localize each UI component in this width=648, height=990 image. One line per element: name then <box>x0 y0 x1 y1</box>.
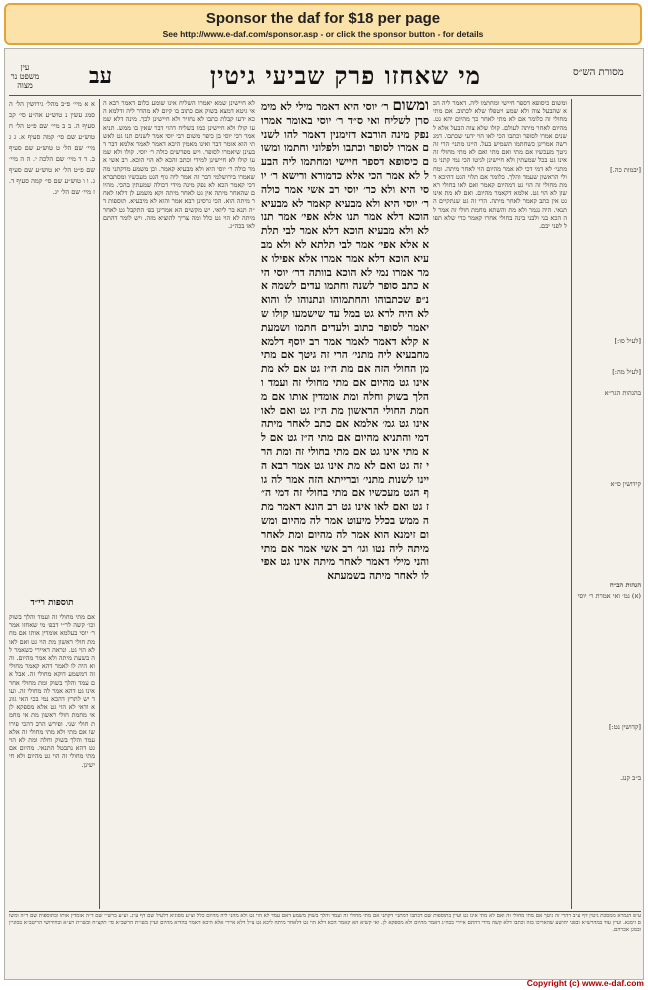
talmud-page <box>4 48 644 980</box>
chapter-title: מי שאחזו פרק שביעי גיטין <box>210 61 481 90</box>
column-divider <box>99 99 100 909</box>
footnotes-text: ע״פ הגמרא ממסכת גיטין דף ע״ב דהרי זה גיטך אם מתי מחולי זה ואם לא מתי אינו גט ועיין בתוספות שם דכתבו דמתני׳ דקתני אם מתי מחולי זה ועמד והלך בשוק משמע דאם עמד לא הוי גט ולא מהני ליה מהיום כלל וצ״ע מסוגיא דלעיל שם דף ע״ג. וע״ע ברש״י שם ד״ה אומדין אותו ובתוספות שם ד״ה ומשום זימנא. ועיין עוד במהרש״א ובפני יהושע שהאריכו בזה וכתבו דלא קשה מידי דהתם איירי בכה״ג דאמר מהיום ולא מספקא לן. ואי קשיא הא קאמר הכא דלא הוי גט דלאחר מיתה ליכא גט צ״ל דלא איירי אלא היכא דאמר בהדיא מהיום ועיין בשו״ת הרשב״א סי׳ תקצ״ח ובשו״ת רע״א ובחידושי הריטב״א בסוגיין ובמגן אברהם. <box>9 913 641 933</box>
gemara-text-tail: ליה נטו וגו׳ רב אשי אמר אם מתי והני מילי דאמר לאחר מיתה אינו גט אפילו לאחר מיתה בשמעתא <box>261 542 429 583</box>
masoret-note: ב״ב קנג. <box>620 774 641 782</box>
tosafot-column <box>103 99 255 907</box>
tosafot-text: לא חיישינן שמא יאמרו השליח אינו שומע כלום דאמר רבא האי גיטא דמצא בשוק אם כתוב בו קיום לא מהדר ליה ודלמא הכא ידעו קבלת כתבו לא נחזיר ולא חיישינן לכך. מינה דלא שמעו קולו ולא חיישינן כמו בשליח דהוי דבר שאין בו ממש. תניא אמר רבי יוסי בן כיפר משום רבי יוסי אמר לשנים תנו גט לאשתי הוא אומר דבר ואינו מאמין היכא דאמר לאמר אלמא דבר דבעינן שיאמרו לסופר. ויש מפרשים כולה ר׳ יוסי. קולו ולא שמעו קולו לא חיישינן למידי וכתב והכא לא הוי הוכא. רב אשי אמר כולה ר׳ יוסי היא ולא מבעיא קאמר. וכן משמע מדקתני מה שאמרו בירושלמי דבר זה אמר ליה גוף הגט מעכשיו ומסתברא דכי קאמר הכא לא נפק מינה מידי דכולה שמעתין בהכי. מהיום שהאחר מיתה אין גט לאחר מיתה וקא משמע לן דלאו לאחר מיתה הוא. הכי גרסינן רבא אמר והוא לא מיבעיא. תוספות ד״ה תנא בר ליואי. יש מקשים הא אמרינן בפ׳ התקבל גט לאחר מיתה לא הוי גט כלל ומה צריך להוציא מזה. ויש לומר דהתם לאו בכה״ג. <box>103 99 255 231</box>
masoret-note: קידושין ס״א <box>610 480 641 488</box>
masoret-note: [יבמות כה.] <box>610 166 641 174</box>
gemara-opening-word: ומשום <box>392 99 429 114</box>
copyright-link[interactable]: Copyright (c) www.e-daf.com <box>526 978 644 988</box>
masoret-note: [לעיל סו:] <box>614 337 641 345</box>
column-divider <box>571 99 572 909</box>
masoret-note: בהגהות הגר״א <box>604 389 641 397</box>
masoret-note: [קדושין נט:] <box>608 723 641 731</box>
ein-mishpat-label: עין משפט נר מצוה <box>10 63 40 90</box>
masoret-hashas-label: מסורת הש״ס <box>573 67 624 78</box>
tosafot-rid-heading: תוספות רי״ד <box>30 598 74 608</box>
folio-number: עב <box>89 63 113 89</box>
header-rule <box>9 95 641 96</box>
sponsor-banner[interactable] <box>4 3 642 45</box>
sponsor-subtitle[interactable]: See http://www.e-daf.com/sponsor.asp - or click the sponsor button - for details <box>162 29 484 39</box>
masoret-column <box>575 99 641 907</box>
rashi-text: ומשום כיסופא דספר חיישי ומחתמו ליה. דאמר ליה הכא שהבעל צוה ולא שמע ויטפלו שלא לכתוב. אם מתי מחולי זה כלומר אם לא מתי לאחר כך מהיום יהא גט. מהיום לאחר מיתה לעולם. קולו שלא צוה הבעל אלא לשנים אמרו לסופר וכתבו הכי לאו הוי ידעי שכתבו. דמגרשה אמרינן כשחתמו תשמיש בעל. היינו מתני׳ הרי זה גיטך מעכשיו אם מתי ואם מתי ואם לא מתי מחולי זה אינו גט בכל שמעתין ולא חיישינן לגיטו הכי נמי קתני ממתני׳ לא דמי דכי לא אמר מהיום הוי לאחר מיתה. ומחולי הראשון שעמד והלך. כלומר אם תלוי הגט דהיכא דמת מחולי זה הוי גט דמהיום קאמר ואם לאו בחולי ראשון לא הוי גט. אלמא דקאמר מהיום. ואם לא מת אינו גט אין כתב קאמר לאחר מיתה. הרי זה גט שנתקיים התנאי. היה נגמר ולא מת והשתא מחמת חולי זה אמר לה הכא בני ולבני בינה בחולי אחרו קאמר כדי שלא תפול לפני יבם. <box>433 99 567 231</box>
masoret-note: [לעיל מה:] <box>612 368 641 376</box>
tosafot-rid-text: אם מתי מחולי זה ועמד והלך בשוק וכו׳ קשה לר״י דבפ׳ מי שאחזו אמר ר׳ יוסי בעלמא אומדין אותו אם מחמת חולי ראשון מת הוי גט ואם לאו לא הוי גט. ונראה דאיירי כשאמר לה בשעת מיתה ולא אמר מהיום. והוא היה לו לאמר דהא קאמר מחולי זה דמשמע דוקא מחולי זה. אבל אם עמד והלך בשוק ומת מחולי אחר אינו גט דהא אמר לה מחולי זה. ועוד יש לתרץ דהכא נמי בכי האי גוונא ודאי לא הוי גט אלא מספקא לן אי מחמת חולי ראשון מת אי מחמת חולי שני. ופירש הרב דהכי פירושו אם מתי ולא מתי מחולי זה אלא עמד והלך בשוק וחלה ומת לא הוי גט דהא נתבטל התנאי. מהיום אם מתי מחולי זה הוי גט מהיום ולא חיישינן. <box>9 613 95 769</box>
gemara-column <box>261 99 429 907</box>
ein-mishpat-column <box>9 99 95 585</box>
rashi-column <box>433 99 567 907</box>
footnote-rule <box>9 911 641 912</box>
masoret-note: הגהות הב״ח <box>609 581 641 589</box>
tosafot-rid-column <box>9 613 95 907</box>
gemara-text: ר׳ יוסי היא דאמר מילי לא מימסרן לשליח ואי ס״ד ר׳ יוסי באומר אמרו נפק מינה הורבא דזימנין דאמר להו לשנים אמרו לסופר וכתבו ולפלוני וחתמו ומשום כיסופא דספר חיישי ומחתמו ליה הבעל לא אמר הכי אלא כדמורא ורישא ר׳ יוסי היא ולא כר׳ יוסי רב אשי אמר כולה ר׳ יוסי היא ולא מבעיא קאמר לא מבעיא הוכא דלא אמר תנו אלא אפי׳ אמר תנו לא ולא מבעיא הוכא דלא אמר לבי תלתא אלא אפי׳ אמר לבי תלתא לא ולא מבעיא הוכא דלא אמר אמרו אלא אפילו אמר אמרו נמי לא הוכא בוותה דר׳ יוסי היא כתב סופר לשנה וחתמו עדים לשמה אנ״פ שכתבוהו והחתמוהו ונתנוהו לו והוא לא היה לרא גט במל עד שישמעו קולו שיאמר לסופר כתוב ולעדים חתמו ושמעתא קלא דאמר לאמר אמר רב יוסף דלמא מחבעיא ליה מתני׳ הרי זה גיטך אם מתי מן החולי הזה אם מת ה״ז גט אם לא מת אינו גט מהיום אם מתי מחולי זה ועמד והלך בשוק וחלה ומת אומדין אותו אם מחמת החולי הראשון מת ה״ז גט ואם לאו אינו גט גמ׳ אלמא אם כתב לאחר מיתה דמי והתניא מהיום אם מתי ה״ז גט אם לא מתי אינו גט אם מתי בחולי זה ומת הרי זה גט ואם לא מת אינו גט אמר רבא היינו לשנות מתני׳ וברייתא הזה אמר לה גוף הגט מעכשיו אם מתי בחולי זה דמי ה״ז גט ואם לאו אינו גט רב הונא דאמר מתה ממש בכלל מיעוט אמר לה מהיום ומשום זימנא הוא אמר לה מהיום ומת לאחר מיתה <box>261 101 429 555</box>
footnotes <box>9 913 641 975</box>
masoret-note: (א) גמ׳ ואי אמרת ר׳ יוסי <box>577 592 641 600</box>
ein-mishpat-text: א א מיי׳ פ״ב מהל׳ גירושין הל׳ ה סמג עשין נ טוש״ע אה״ע סי׳ קכ סעיף ה. ב ב מיי׳ שם פ״ט הל׳ ח טוש״ע שם סי׳ קמה סעיף א. ג ג מיי׳ שם הל׳ ט טוש״ע שם סעיף ב. ד ד מיי׳ שם הלכה י. ה ה מיי׳ שם פ״ט הל׳ יא טוש״ע שם סעיף ג. ו ו טוש״ע שם סי׳ קמה סעיף ד. ז מיי׳ שם הל׳ יג. <box>9 100 95 196</box>
sponsor-title[interactable]: Sponsor the daf for $18 per page <box>205 10 441 27</box>
